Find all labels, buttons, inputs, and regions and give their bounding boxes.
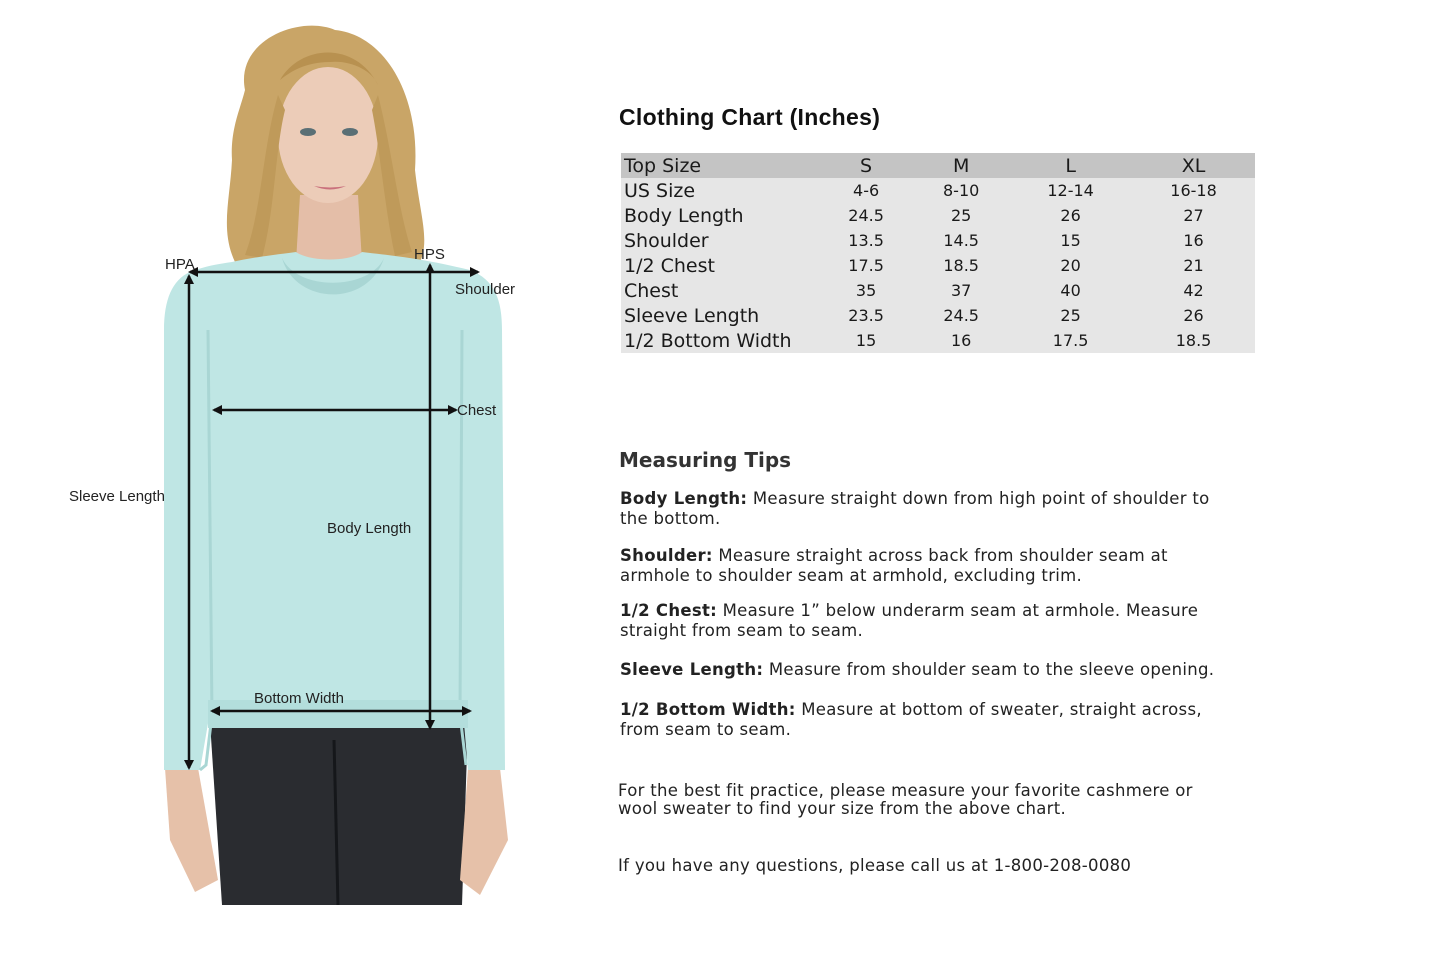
- table-cell: 12-14: [1047, 181, 1094, 200]
- table-cell: 25: [1060, 306, 1081, 325]
- pants-shape: [210, 722, 468, 905]
- table-cell: 24.5: [848, 206, 884, 225]
- label-bottom-width: Bottom Width: [254, 690, 345, 707]
- row-label: Sleeve Length: [624, 304, 760, 327]
- table-row: [621, 178, 1255, 203]
- table-cell: 17.5: [848, 256, 884, 275]
- tip-text: Measure straight across back from shoulder seam at armhole to shoulder seam at armhold, excluding trim.: [620, 546, 1168, 585]
- table-cell: 27: [1183, 206, 1204, 225]
- table-cell: 4-6: [853, 181, 880, 200]
- left-hand-shape: [165, 768, 218, 892]
- table-row: [621, 328, 1255, 353]
- table-cell: 25: [950, 206, 972, 225]
- best-fit-note: For the best fit practice, please measure your favorite cashmere or wool sweater to find your size from the above chart.: [618, 781, 1193, 818]
- label-sleeve-length: Sleeve Length: [69, 488, 165, 505]
- table-row: [621, 228, 1255, 253]
- table-cell: 18.5: [943, 256, 979, 275]
- tip-term: Body Length:: [620, 489, 748, 508]
- row-label: Body Length: [624, 204, 744, 227]
- chart-title: Clothing Chart (Inches): [619, 104, 881, 130]
- table-cell: 26: [1060, 206, 1081, 225]
- header-cell: L: [1009, 153, 1132, 178]
- table-cell: 20: [1060, 256, 1081, 275]
- size-chart-table: [621, 153, 1255, 353]
- table-cell: 16-18: [1170, 181, 1217, 200]
- sweater-measurement-figure: [0, 0, 600, 963]
- tip-term: 1/2 Bottom Width:: [620, 700, 796, 719]
- tip-half-bottom-width: [620, 700, 1240, 740]
- tip-half-chest: [620, 601, 1245, 641]
- tip-term: Shoulder:: [620, 546, 713, 565]
- contact-note: If you have any questions, please call us at 1-800-208-0080: [618, 856, 1132, 875]
- face-shape: [278, 67, 378, 203]
- table-cell: 15: [1060, 231, 1081, 250]
- table-row: [621, 303, 1255, 328]
- table-cell: 26: [1183, 306, 1204, 325]
- header-cell: M: [913, 153, 1009, 178]
- tip-term: Sleeve Length:: [620, 660, 764, 679]
- table-cell: 17.5: [1052, 331, 1089, 350]
- tip-sleeve-length: [620, 660, 1280, 680]
- neck-shape: [296, 195, 362, 262]
- table-cell: 24.5: [943, 306, 979, 325]
- table-cell: 14.5: [943, 231, 979, 250]
- tip-text: Measure 1” below underarm seam at armhole. Measure straight from seam to seam.: [620, 601, 1199, 640]
- table-cell: 16: [950, 331, 972, 350]
- table-cell: 21: [1183, 256, 1204, 275]
- tip-body-length: [620, 489, 1220, 529]
- row-label: 1/2 Bottom Width: [624, 329, 792, 352]
- label-shoulder: Shoulder: [455, 281, 516, 298]
- measuring-tips-title: Measuring Tips: [619, 448, 792, 472]
- table-cell: 8-10: [943, 181, 980, 200]
- table-cell: 23.5: [848, 306, 884, 325]
- table-row: [621, 253, 1255, 278]
- table-cell: 42: [1183, 281, 1204, 300]
- label-hpa: HPA: [165, 256, 195, 273]
- tip-text: Measure at bottom of sweater, straight across, from seam to seam.: [620, 700, 1202, 739]
- model-illustration: [0, 0, 600, 963]
- row-label: US Size: [624, 179, 696, 202]
- table-cell: 15: [855, 331, 877, 350]
- table-header-row: [621, 153, 1255, 178]
- table-row: [621, 278, 1255, 303]
- table-cell: 18.5: [1175, 331, 1212, 350]
- label-chest: Chest: [457, 402, 497, 419]
- table-cell: 40: [1060, 281, 1081, 300]
- row-label: Shoulder: [624, 229, 709, 252]
- header-cell: S: [819, 153, 913, 178]
- header-cell: Top Size: [621, 153, 819, 178]
- tip-term: 1/2 Chest:: [620, 601, 718, 620]
- label-hps: HPS: [414, 246, 445, 263]
- header-cell: XL: [1132, 153, 1255, 178]
- table-cell: 37: [950, 281, 972, 300]
- tip-shoulder: [620, 546, 1210, 586]
- label-body-length: Body Length: [327, 520, 412, 537]
- tip-text: Measure from shoulder seam to the sleeve opening.: [763, 660, 1215, 679]
- table-cell: 16: [1183, 231, 1204, 250]
- row-label: Chest: [624, 279, 679, 302]
- tip-text: Measure straight down from high point of shoulder to the bottom.: [620, 489, 1210, 528]
- table-cell: 13.5: [848, 231, 884, 250]
- table-cell: 35: [855, 281, 877, 300]
- table-row: [621, 203, 1255, 228]
- right-hand-shape: [460, 768, 508, 895]
- row-label: 1/2 Chest: [624, 254, 715, 277]
